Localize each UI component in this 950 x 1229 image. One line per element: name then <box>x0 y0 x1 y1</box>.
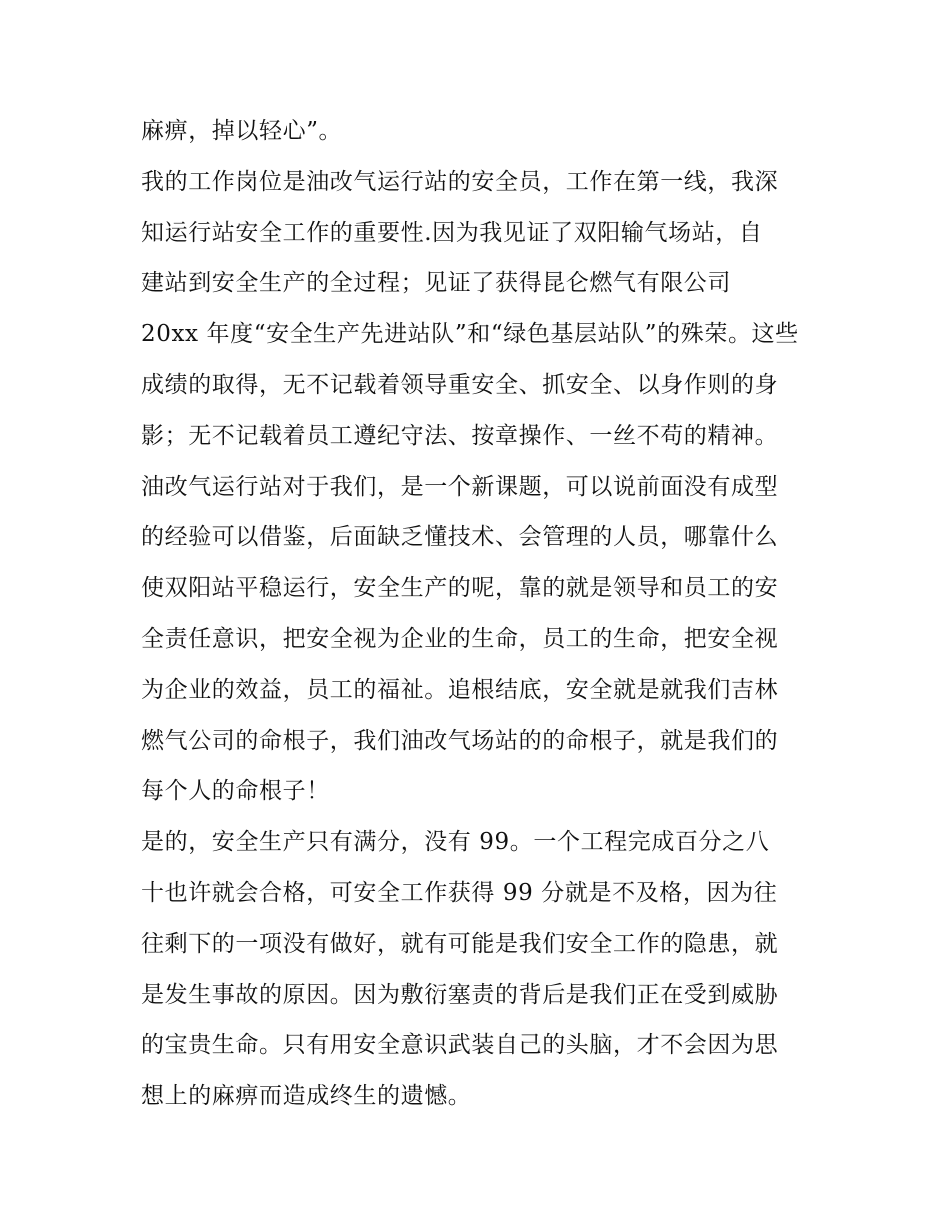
text-line: 十也许就会合格，可安全工作获得 99 分就是不及格，因为往 <box>141 879 778 906</box>
text-line: 成绩的取得，无不记载着领导重安全、抓安全、以身作则的身 <box>141 371 779 398</box>
text-line: 建站到安全生产的全过程；见证了获得昆仑燃气有限公司 <box>141 270 731 297</box>
text-line: 是发生事故的原因。因为敷衍塞责的背后是我们正在受到威胁 <box>141 981 779 1008</box>
text-line: 燃气公司的命根子，我们油改气场站的的命根子，就是我们的 <box>141 727 779 754</box>
text-line: 往剩下的一项没有做好，就有可能是我们安全工作的隐患，就 <box>141 930 779 957</box>
text-line: 知运行站安全工作的重要性.因为我见证了双阳输气场站，自 <box>141 219 763 246</box>
text-line: 麻痹，掉以轻心”。 <box>141 118 343 144</box>
text-line: 20xx 年度“安全生产先进站队”和“绿色基层站队”的殊荣。这些 <box>141 321 799 348</box>
text-line: 的经验可以借鉴，后面缺乏懂技术、会管理的人员，哪靠什么 <box>141 524 779 551</box>
text-line: 影；无不记载着员工遵纪守法、按章操作、一丝不苟的精神。 <box>141 422 779 449</box>
text-line: 的宝贵生命。只有用安全意识武装自己的头脑，才不会因为思 <box>141 1032 779 1059</box>
text-line: 我的工作岗位是油改气运行站的安全员，工作在第一线，我深 <box>141 168 779 195</box>
text-line: 全责任意识，把安全视为企业的生命，员工的生命，把安全视 <box>141 625 779 652</box>
text-line: 想上的麻痹而造成终生的遗憾。 <box>141 1083 472 1110</box>
text-line: 油改气运行站对于我们，是一个新课题，可以说前面没有成型 <box>141 473 779 500</box>
body-text <box>141 106 821 1122</box>
text-line: 是的，安全生产只有满分，没有 99。一个工程完成百分之八 <box>141 829 770 856</box>
text-line: 为企业的效益，员工的福祉。追根结底，安全就是就我们吉林 <box>141 676 779 703</box>
text-line: 每个人的命根子！ <box>141 778 330 805</box>
text-line: 使双阳站平稳运行，安全生产的呢，靠的就是领导和员工的安 <box>141 575 779 602</box>
